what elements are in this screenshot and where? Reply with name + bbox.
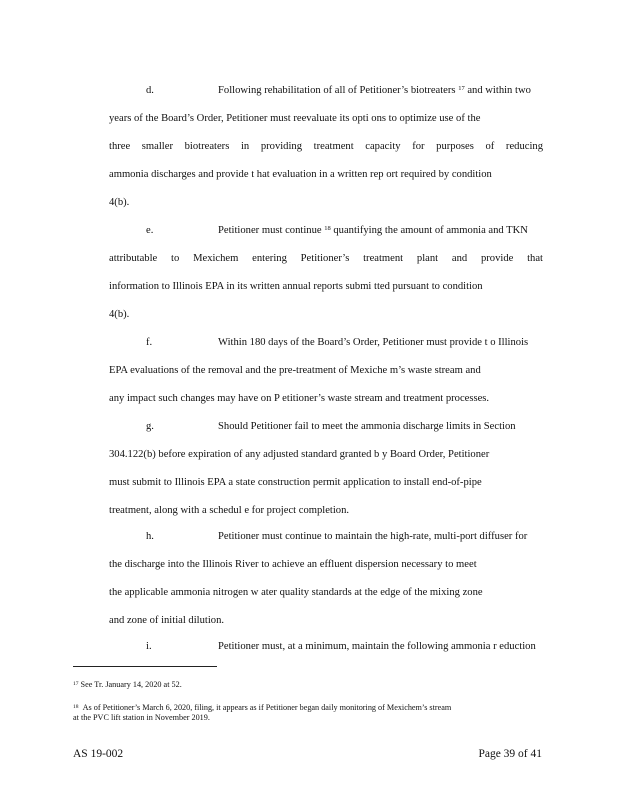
paragraph-letter: h. [146,531,154,542]
paragraph-line: and zone of initial dilution. [109,615,225,626]
paragraph-i [109,640,543,668]
paragraph-line [109,84,543,112]
paragraph-line [109,640,543,668]
line-text: Petitioner must continue to maintain the high-rate, multi-port diffuser for [218,531,528,542]
paragraph-line: attributable to Mexichem entering Petitioner’s treatment plant and provide that [109,253,543,264]
paragraph-line: 4(b). [109,309,130,320]
paragraph-line [109,224,543,252]
footnote-text: at the PVC lift station in November 2019. [73,713,210,722]
paragraph-d [109,84,543,224]
line-text-after: and within two [464,85,531,96]
paragraph-line: 304.122(b) before expiration of any adjusted standard granted b y Board Order, Petitioner [109,449,490,460]
paragraph-line: any impact such changes may have on P etitioner’s waste stream and treatment processes. [109,393,490,404]
paragraph-line: the discharge into the Illinois River to achieve an effluent dispersion necessary to meet [109,559,477,570]
paragraph-line: three smaller biotreaters in providing treatment capacity for purposes of reducing [109,141,543,152]
footnote-marker: 18 [73,704,79,710]
paragraph-g [109,420,543,532]
paragraph-letter: g. [146,421,154,432]
paragraph-line: must submit to Illinois EPA a state construction permit application to install end-of-pipe [109,477,482,488]
line-text-after: quantifying the amount of ammonia and TKN [330,225,528,236]
paragraph-letter: d. [146,85,154,96]
paragraph-letter: e. [146,225,154,236]
paragraph-line: 4(b). [109,197,130,208]
paragraph-line: EPA evaluations of the removal and the pre-treatment of Mexiche m’s waste stream and [109,365,481,376]
paragraph-line: ammonia discharges and provide t hat evaluation in a written rep ort required by condition [109,169,492,180]
paragraph-f [109,336,543,420]
docket-number: AS 19-002 [73,748,124,760]
line-text: Should Petitioner fail to meet the ammonia discharge limits in Section [218,421,516,432]
page-number: Page 39 of 41 [478,748,542,760]
line-text: Petitioner must, at a minimum, maintain the following ammonia r eduction [218,641,536,652]
paragraph-line [109,420,543,448]
paragraph-line: the applicable ammonia nitrogen w ater quality standards at the edge of the mixing zone [109,587,483,598]
line-text: Petitioner must continue [218,225,325,236]
paragraph-line: treatment, along with a schedul e for project completion. [109,505,350,516]
footnote-text: As of Petitioner’s March 6, 2020, filing, it appears as if Petitioner began daily monitoring of Mexichem’s stream [82,703,452,712]
paragraph-e [109,224,543,336]
footnote-separator [73,666,217,667]
paragraph-letter: i. [146,641,152,652]
footnote-18 [73,703,543,723]
paragraph-line: information to Illinois EPA in its written annual reports submi tted pursuant to condition [109,281,483,292]
line-text: Within 180 days of the Board’s Order, Petitioner must provide t o Illinois [218,337,529,348]
paragraph-letter: f. [146,337,153,348]
footnote-text: See Tr. January 14, 2020 at 52. [80,680,182,689]
line-text: Following rehabilitation of all of Petitioner’s biotreaters [218,85,459,96]
paragraph-line: years of the Board’s Order, Petitioner must reevaluate its opti ons to optimize use of the [109,113,481,124]
paragraph-line [109,530,543,558]
footnote-ref-17[interactable]: 17 [458,85,465,92]
footnote-ref-18[interactable]: 18 [324,225,331,232]
paragraph-line [109,336,543,364]
paragraph-h [109,530,543,642]
footnote-17 [73,680,543,690]
footnote-marker: 17 [73,681,79,687]
